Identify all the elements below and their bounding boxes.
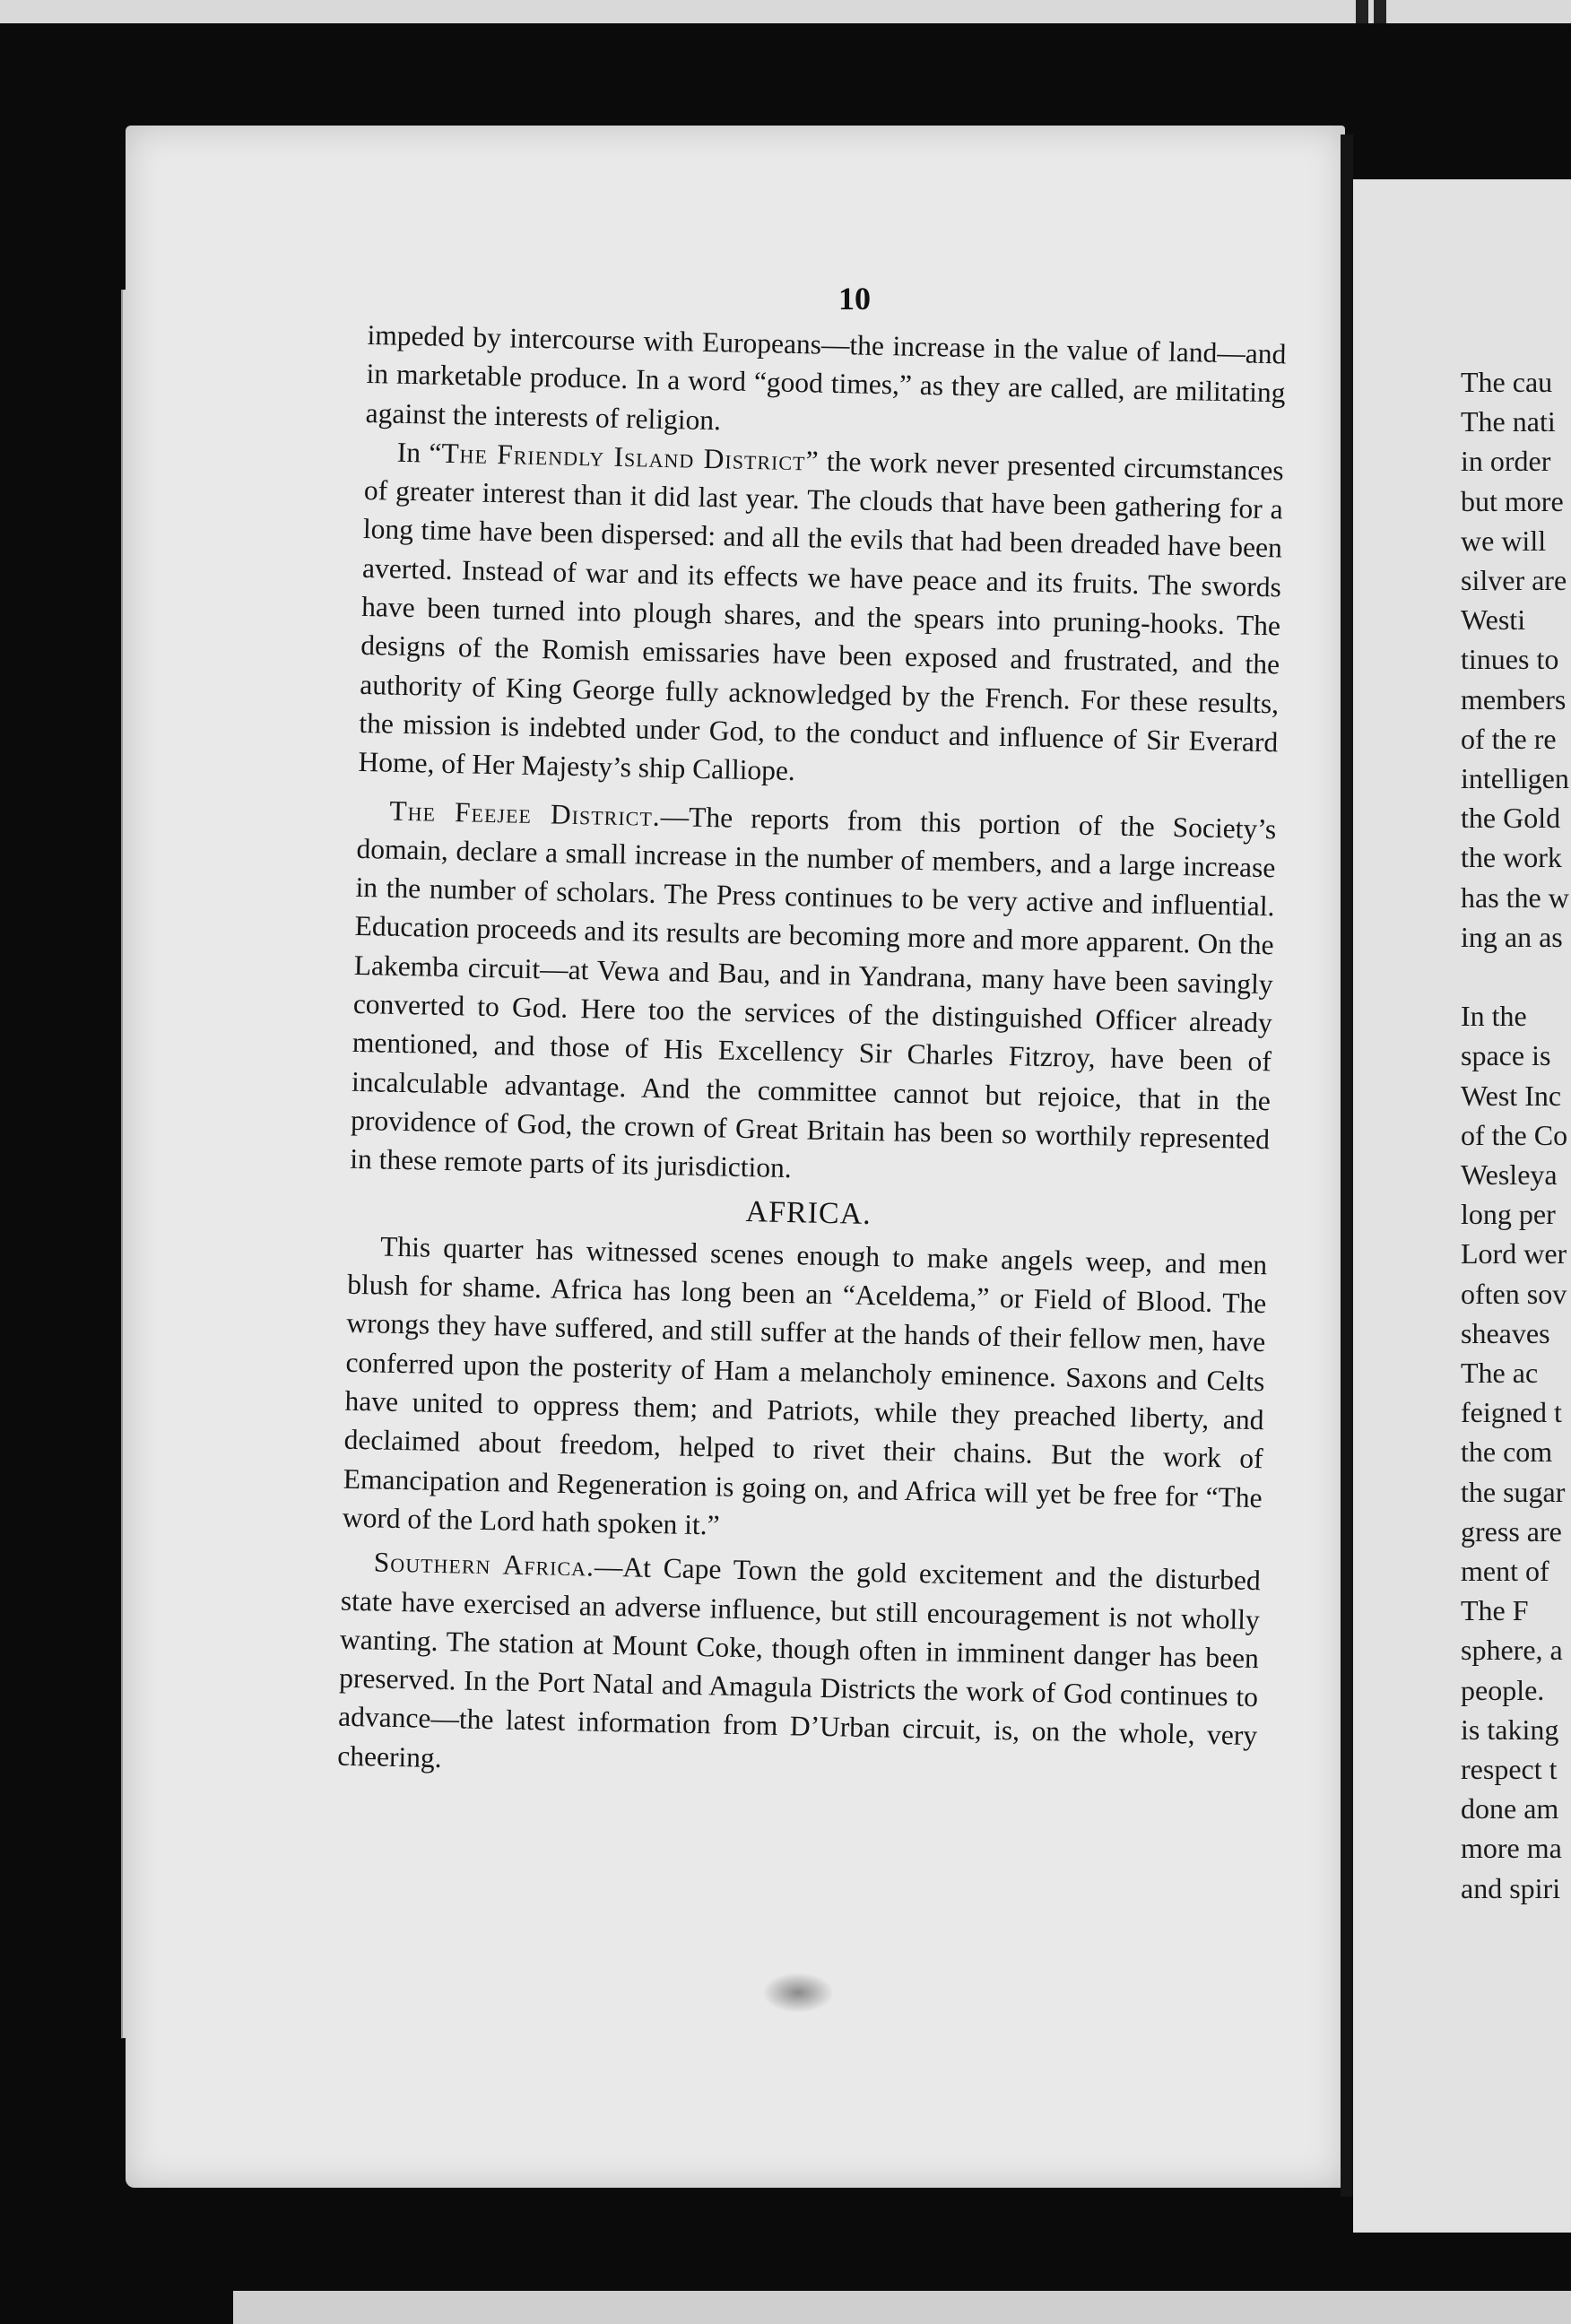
facing-page-line: has the w [1461, 880, 1569, 914]
scan-frame-top [0, 0, 1571, 23]
facing-page-line: Westi [1461, 603, 1526, 637]
facing-page-line: the sugar [1461, 1475, 1566, 1508]
facing-page-line: intelligen [1461, 762, 1569, 794]
paragraph-text: —The reports from this portion of the Society’s domain, declare a small increase in the number of members, and a large increase in the number of scholars. The Press continues to be very active and influential. Education proceeds and its results are becoming more and more apparent. On the Lakemba circuit—at Vewa and Bau, and in Yandrana, many have been savingly converted to God. Here too the services of the distinguished Officer already mentioned, and those of His Excellency Sir Charles Fitzroy, have been of incalculable advantage. And the committee cannot but rejoice, that in the providence of God, the crown of Great Britain has been so worthily represented in these remote parts of its jurisdiction. [349, 800, 1277, 1184]
facing-page-line: but more [1461, 484, 1564, 517]
frame-mark [1356, 0, 1368, 23]
facing-page-line: members [1461, 682, 1567, 715]
facing-page-line: we will [1461, 524, 1547, 557]
paragraph [365, 316, 1286, 451]
facing-page-line: is taking [1461, 1713, 1559, 1746]
facing-page-line: often sov [1461, 1277, 1567, 1310]
scan-frame-bottom [233, 2291, 1571, 2324]
facing-page-line: silver are [1461, 564, 1567, 596]
facing-page-line: ment of [1461, 1555, 1549, 1587]
page-number: 10 [838, 281, 871, 317]
facing-page-line: the com [1461, 1435, 1553, 1469]
facing-page-line: long per [1461, 1198, 1556, 1231]
paragraph-prefix: In “ [396, 436, 442, 469]
page-body [337, 316, 1287, 1794]
facing-page-line: of the Co [1461, 1118, 1568, 1151]
facing-page-line: sphere, a [1461, 1634, 1563, 1667]
facing-page-line: done am [1461, 1792, 1559, 1825]
section-heading: AFRICA. [745, 1194, 872, 1231]
facing-page-line: gress are [1461, 1514, 1562, 1548]
paragraph-text: ” the work never presented circumstances of greater interest than it did last year. The clouds that have been gathering for a long time have been dispersed: and all the evils that had been dreaded have been averted. Instead of war and its effects we have peace and its fruits. The swords have been turned into plough shares, and the spears into pruning-hooks. The designs of the Romish emissaries have been exposed and frustrated, and the authority of King George fully acknowledged by the French. For these results, the mission is indebted under God, to the conduct and influence of Sir Everard Home, of Her Majesty’s ship Calliope. [358, 445, 1284, 787]
facing-page-line: the Gold [1461, 802, 1561, 835]
paragraph [337, 1542, 1261, 1794]
book-gutter [1341, 134, 1353, 2197]
paragraph [358, 432, 1284, 801]
facing-page-line: more ma [1461, 1832, 1562, 1865]
district-heading: The Friendly Island District [441, 437, 806, 477]
paragraph-text: impeded by intercourse with Europeans—the increase in the value of land—and in marketable produce. In a word “good times,” as they are called, are militating against the interests of religion. [365, 318, 1287, 436]
district-heading: Southern Africa. [373, 1546, 595, 1583]
facing-page-line: space is [1461, 1039, 1551, 1072]
facing-page-line: In the [1461, 1000, 1527, 1033]
paragraph [350, 790, 1277, 1197]
facing-page-line: people. [1461, 1673, 1545, 1706]
paragraph-text: —At Cape Town the gold excitement and the disturbed state have exercised an adverse influence, but still encouragement is not wholly wanting. The station at Mount Coke, though often in imminent danger has been preserved. In the Port Natal and Amagula Districts the work of God continues to advance—the latest information from D’Urban circuit, is, on the whole, very cheering. [336, 1550, 1262, 1773]
facing-page-line: Wesleya [1461, 1158, 1558, 1191]
facing-page-line: The cau [1461, 366, 1553, 398]
facing-page-line: The ac [1461, 1357, 1539, 1389]
facing-page-line: The nati [1461, 405, 1556, 438]
facing-page-line: of the re [1461, 722, 1557, 755]
facing-page-line: West Inc [1461, 1079, 1562, 1112]
facing-page-line: feigned t [1461, 1396, 1562, 1429]
facing-page-line: and spiri [1461, 1871, 1561, 1904]
facing-page-line: ing an as [1461, 920, 1563, 953]
district-heading: The Feejee District. [389, 794, 662, 832]
facing-page-line: the work [1461, 841, 1562, 874]
facing-page-line: in order [1461, 445, 1551, 478]
frame-mark [1374, 0, 1386, 23]
facing-page-line: The F [1461, 1594, 1529, 1627]
facing-page-line: sheaves [1461, 1316, 1550, 1349]
ink-smudge [762, 1973, 834, 2013]
facing-page-line: respect t [1461, 1753, 1558, 1785]
paragraph [342, 1227, 1267, 1557]
paragraph-text: This quarter has witnessed scenes enough to make angels weep, and men blush for shame. Africa has long been an “Aceldema,” or Field of Blood. The wrongs they have suffered, and still suffer at the hands of their fellow men, have conferred upon the posterity of Ham a melancholy eminence. Saxons and Celts have united to oppress them; and Patriots, while they preached liberty, and declaimed about freedom, helped to rivet their chains. But the work of Emancipation and Regeneration is going on, and Africa will yet be free for “The word of the Lord hath spoken it.” [342, 1230, 1268, 1541]
facing-page [1353, 179, 1571, 2233]
facing-page-line: tinues to [1461, 643, 1559, 676]
facing-page-line: Lord wer [1461, 1237, 1567, 1270]
